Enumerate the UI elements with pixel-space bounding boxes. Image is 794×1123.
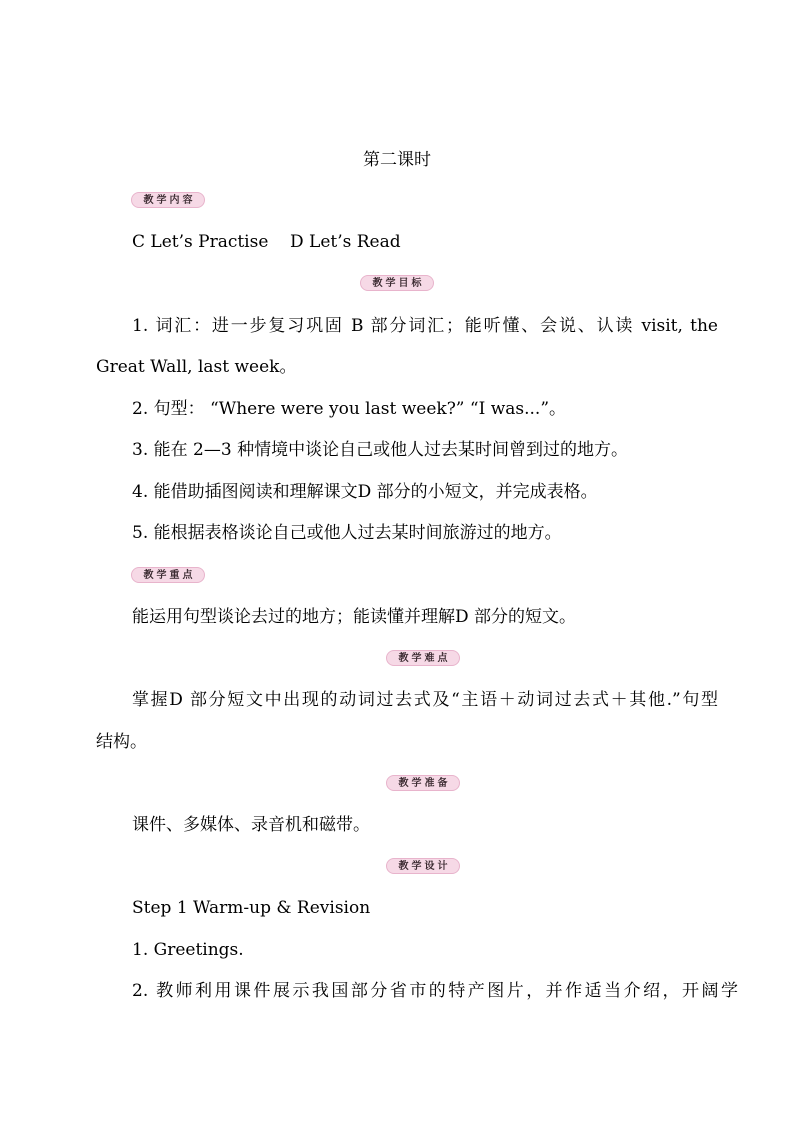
- design-item-2: 2. 教师利用课件展示我国部分省市的特产图片，并作适当介绍，开阔学: [132, 981, 738, 1001]
- design-step-1: Step 1 Warm-up & Revision: [132, 898, 371, 918]
- section-badge-goals: 教学目标: [360, 275, 434, 291]
- prep-text: 课件、多媒体、录音机和磁带。: [132, 815, 370, 835]
- goal-5: 5. 能根据表格谈论自己或他人过去某时间旅游过的地方。: [132, 523, 562, 543]
- goal-1-line-2: Great Wall, last week。: [96, 357, 297, 377]
- goal-1-line-1: 1. 词汇：进一步复习巩固 B 部分词汇；能听懂、会说、认读 visit, the: [132, 316, 718, 336]
- section-badge-content: 教学内容: [131, 192, 205, 208]
- section-badge-design: 教学设计: [386, 858, 460, 874]
- section-badge-key: 教学重点: [131, 567, 205, 583]
- goal-2: 2. 句型： “Where were you last week?” “I was...”。: [132, 399, 567, 419]
- key-text: 能运用句型谈论去过的地方；能读懂并理解D 部分的短文。: [132, 607, 577, 627]
- goal-4: 4. 能借助插图阅读和理解课文D 部分的小短文，并完成表格。: [132, 482, 598, 502]
- section-badge-difficulty: 教学难点: [386, 650, 460, 666]
- goal-3: 3. 能在 2—3 种情境中谈论自己或他人过去某时间曾到过的地方。: [132, 440, 629, 460]
- lesson-title: 第二课时: [363, 150, 431, 170]
- difficulty-line-1: 掌握D 部分短文中出现的动词过去式及“主语＋动词过去式＋其他.”句型: [132, 690, 718, 710]
- section-badge-prep: 教学准备: [386, 775, 460, 791]
- difficulty-line-2: 结构。: [96, 732, 147, 752]
- content-text: C Let’s Practise D Let’s Read: [132, 232, 401, 252]
- design-item-1: 1. Greetings.: [132, 940, 244, 960]
